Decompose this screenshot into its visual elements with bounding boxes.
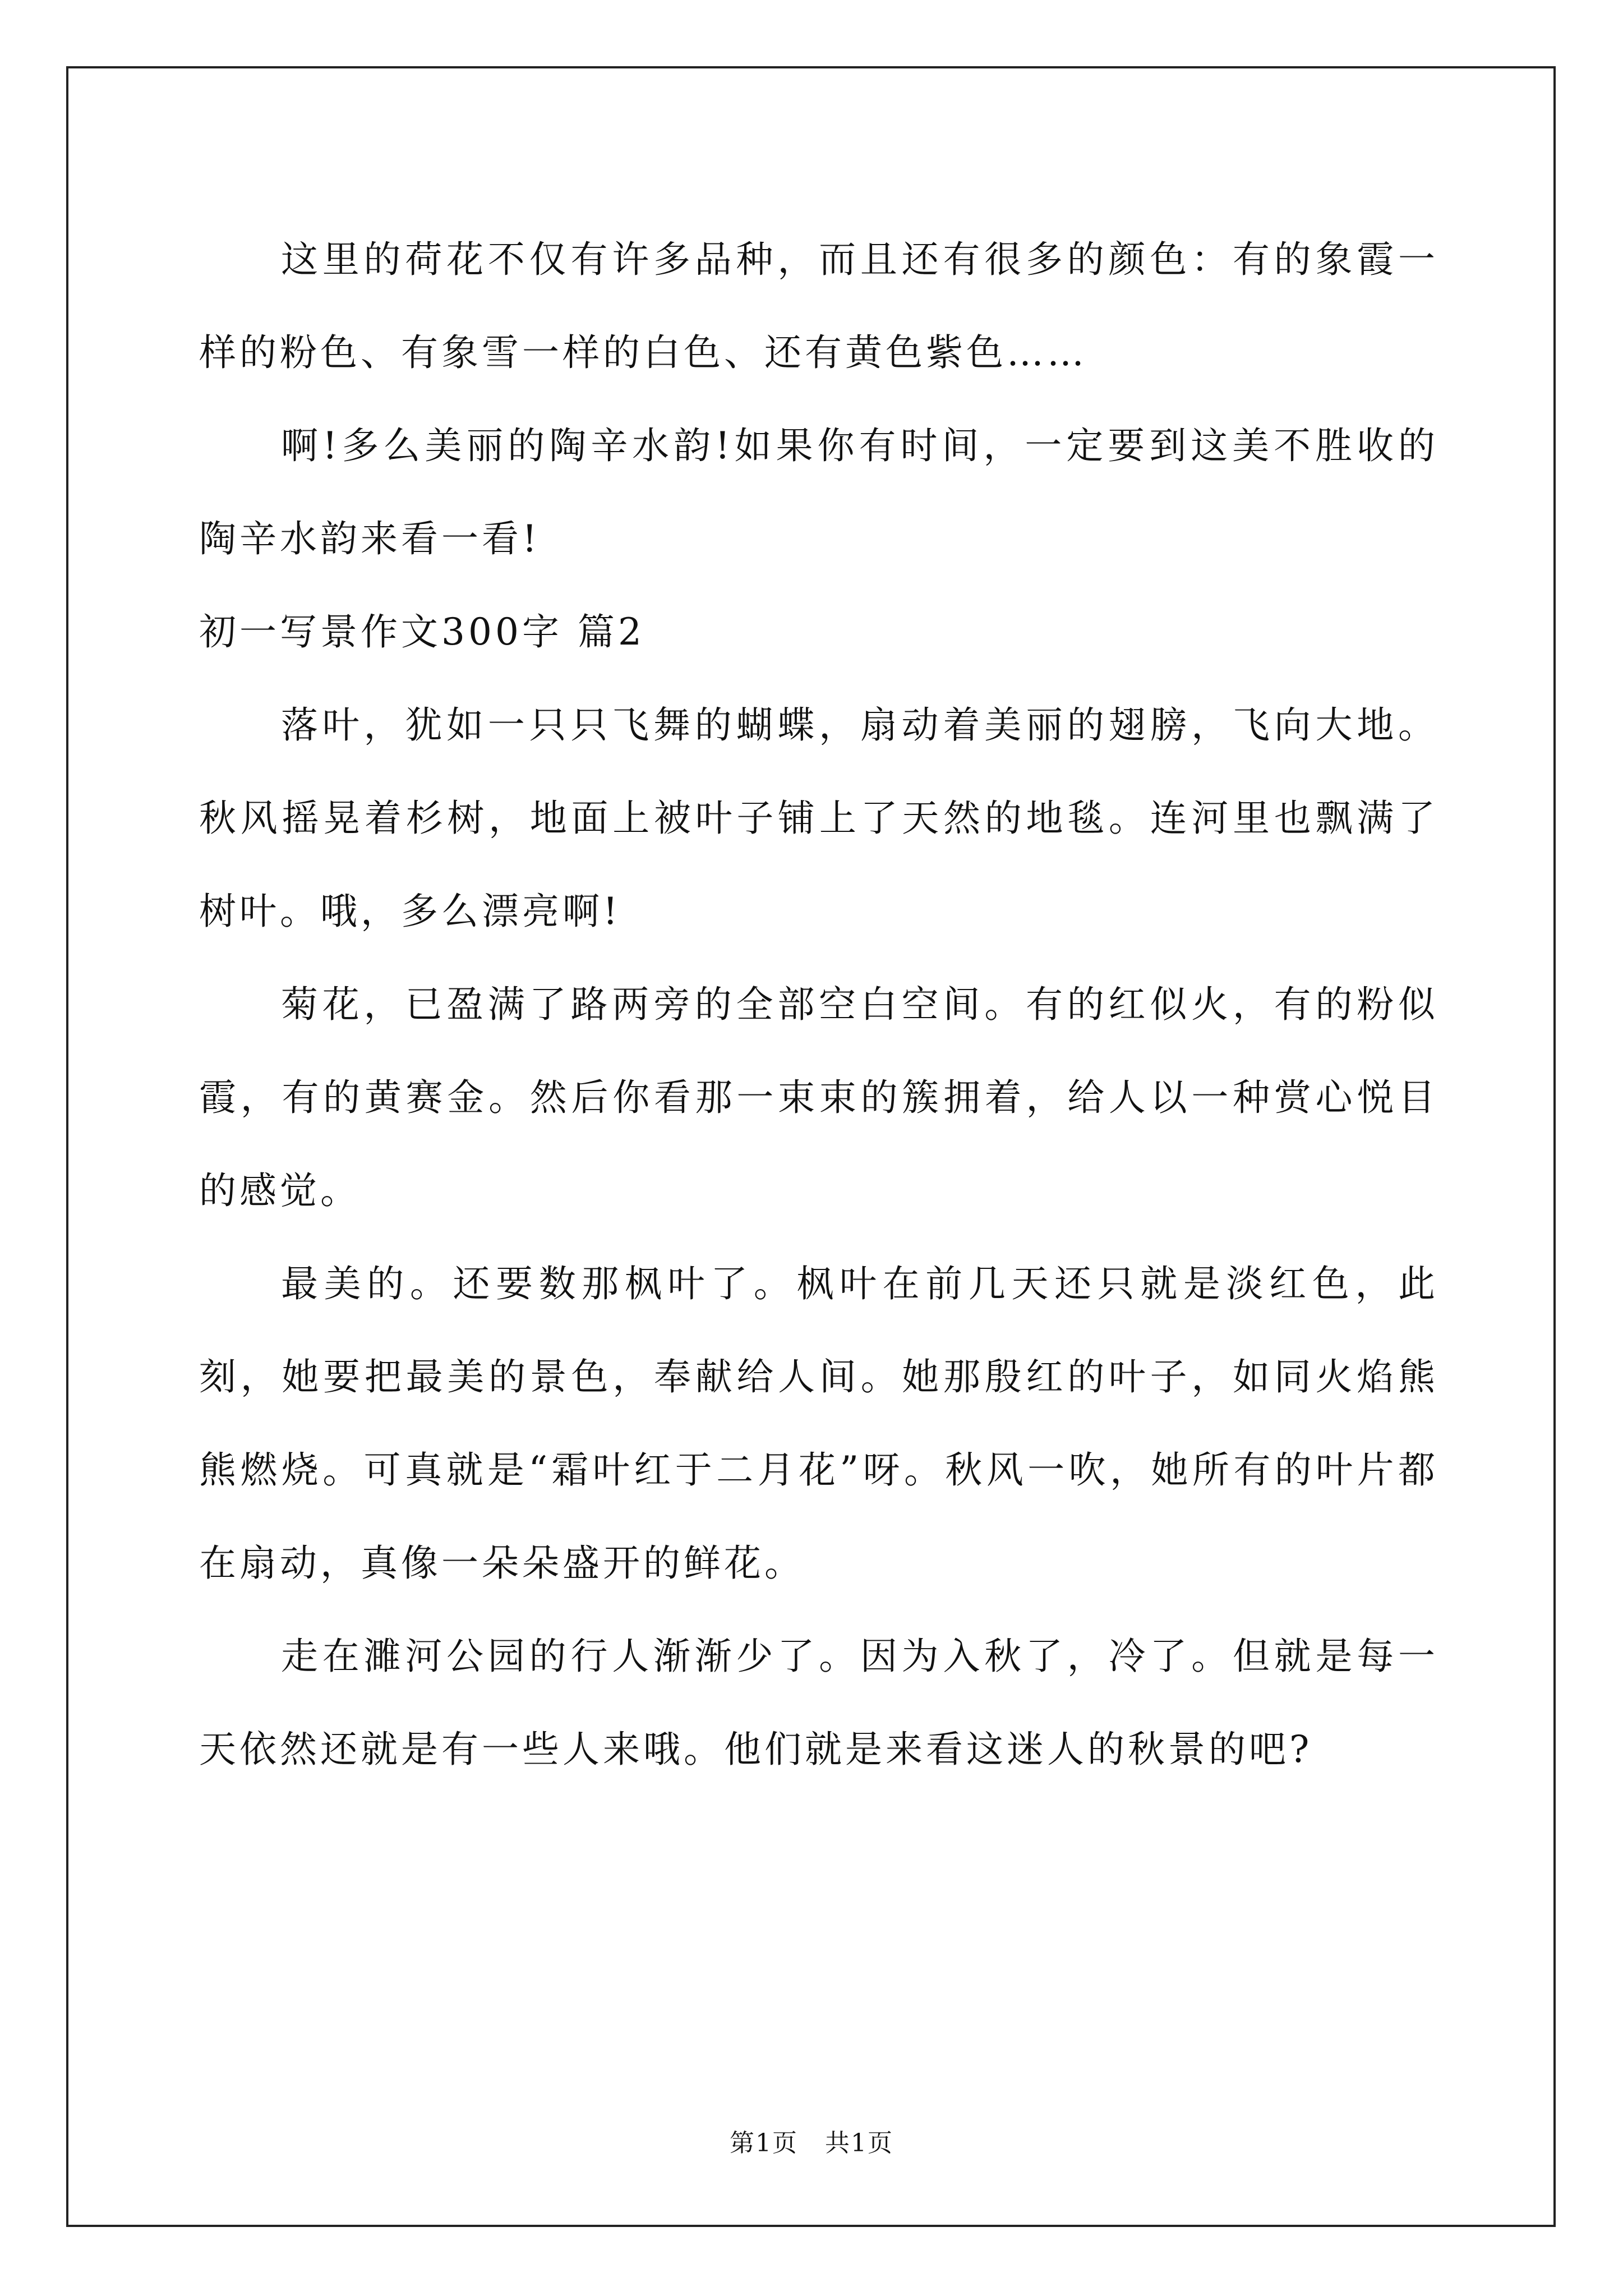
page-number-current: 第1页 <box>730 2129 799 2157</box>
paragraph-taoxin-invitation: 啊!多么美丽的陶辛水韵!如果你有时间，一定要到这美不胜收的陶辛水韵来看一看! <box>199 424 1438 560</box>
paragraph-lotus-colors: 这里的荷花不仅有许多品种，而且还有很多的颜色：有的象霞一样的粉色、有象雪一样的白色、还有黄色紫色…… <box>199 238 1438 374</box>
paragraph-park-visitors: 走在濉河公园的行人渐渐少了。因为入秋了，冷了。但就是每一天依然还就是有一些人来哦。他们就是来看这迷人的秋景的吧? <box>199 1635 1438 1771</box>
paragraph-maple-leaves: 最美的。还要数那枫叶了。枫叶在前几天还只就是淡红色，此刻，她要把最美的景色，奉献给人间。她那殷红的叶子，如同火焰熊熊燃烧。可真就是“霜叶红于二月花”呀。秋风一吹，她所有的叶片都在扇动，真像一朵朵盛开的鲜花。 <box>199 1262 1438 1585</box>
document-body <box>199 213 1438 1796</box>
paragraph-chrysanthemum: 菊花，已盈满了路两旁的全部空白空间。有的红似火，有的粉似霞，有的黄赛金。然后你看那一束束的簇拥着，给人以一种赏心悦目的感觉。 <box>199 983 1438 1212</box>
section-heading: 初一写景作文300字 篇2 <box>199 610 645 654</box>
paragraph-fallen-leaves: 落叶，犹如一只只飞舞的蝴蝶，扇动着美丽的翅膀，飞向大地。秋风摇晃着杉树，地面上被叶子铺上了天然的地毯。连河里也飘满了树叶。哦，多么漂亮啊! <box>199 703 1438 933</box>
page-number-total: 共1页 <box>824 2129 893 2157</box>
page-footer <box>0 2123 1623 2159</box>
